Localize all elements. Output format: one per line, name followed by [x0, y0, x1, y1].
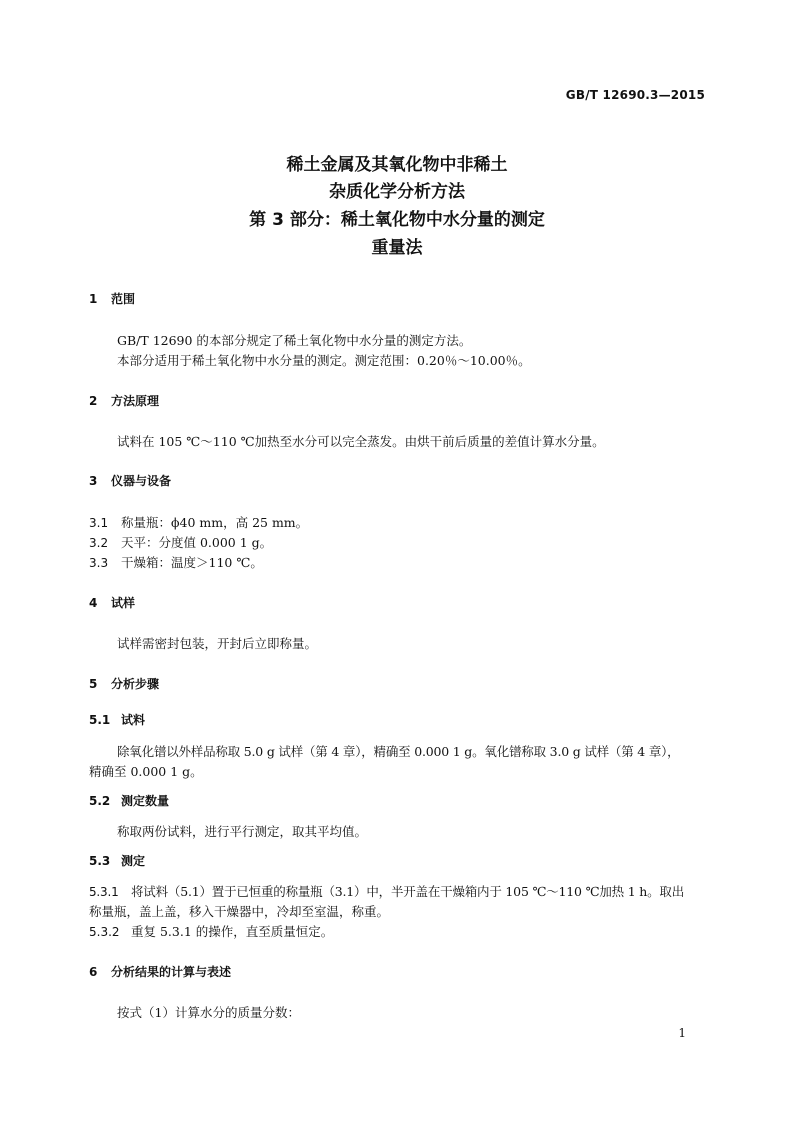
page-number: 1: [678, 1026, 686, 1040]
subsection-number: 5.2: [89, 794, 111, 808]
section-title: 分析结果的计算与表述: [111, 965, 232, 979]
subsection-number: 5.1: [89, 713, 111, 727]
item-text: 天平：分度值 0.000 1 g。: [121, 535, 273, 550]
section-5-heading: [89, 675, 159, 692]
section-title: 分析步骤: [111, 677, 160, 691]
title-line-4: 重量法: [371, 238, 423, 258]
section-4-paragraph: 试样需密封包装，开封后立即称量。: [117, 636, 318, 651]
procedure-step-5-3-1: [89, 882, 684, 900]
item-text: 干燥箱：温度＞110 ℃。: [121, 555, 263, 570]
subsection-number: 5.3: [89, 854, 111, 868]
section-1-heading: [89, 290, 135, 307]
procedure-step-5-3-2: [89, 922, 333, 940]
equipment-item: [89, 513, 308, 531]
procedure-step-5-3-1-continued: 称量瓶，盖上盖，移入干燥器中，冷却至室温，称重。: [89, 904, 390, 919]
section-number: 6: [89, 965, 98, 979]
section-1-paragraph-1: GB/T 12690 的本部分规定了稀土氧化物中水分量的测定方法。: [117, 333, 472, 348]
section-6-heading: [89, 963, 231, 980]
subsection-5-1-heading: [89, 711, 145, 728]
section-title: 仪器与设备: [111, 474, 172, 488]
section-number: 5: [89, 677, 98, 691]
standard-number: GB/T 12690.3—2015: [565, 88, 705, 102]
step-number: 5.3.2: [89, 925, 120, 939]
equipment-item: [89, 553, 263, 571]
section-2-paragraph: 试料在 105 ℃～110 ℃加热至水分可以完全蒸发。由烘干前后质量的差值计算水分量。: [117, 434, 605, 449]
item-number: 3.3: [89, 556, 109, 570]
subsection-5-1-paragraph-line-2: 精确至 0.000 1 g。: [89, 764, 203, 779]
step-text: 将试料（5.1）置于已恒重的称量瓶（3.1）中，半开盖在干燥箱内于 105 ℃～110 ℃加热 1 h。取出: [131, 884, 685, 899]
title-line-1: 稀土金属及其氧化物中非稀土: [286, 155, 508, 175]
title-line-2: 杂质化学分析方法: [329, 182, 465, 202]
equipment-item: [89, 533, 272, 551]
step-number: 5.3.1: [89, 885, 119, 899]
item-text: 称量瓶：ϕ40 mm，高 25 mm。: [121, 515, 309, 530]
subsection-5-2-heading: [89, 792, 169, 809]
section-4-heading: [89, 594, 135, 611]
section-2-heading: [89, 392, 159, 409]
section-title: 试样: [111, 596, 136, 610]
subsection-title: 试料: [121, 713, 146, 727]
section-number: 2: [89, 394, 98, 408]
section-number: 3: [89, 474, 98, 488]
section-title: 范围: [111, 292, 136, 306]
subsection-title: 测定数量: [121, 794, 170, 808]
item-number: 3.1: [89, 516, 109, 530]
section-6-paragraph: 按式（1）计算水分的质量分数：: [117, 1005, 300, 1020]
title-line-3: 第 3 部分：稀土氧化物中水分量的测定: [249, 210, 545, 230]
item-number: 3.2: [89, 536, 109, 550]
section-1-paragraph-2: 本部分适用于稀土氧化物中水分量的测定。测定范围：0.20％～10.00％。: [117, 353, 531, 368]
subsection-5-3-heading: [89, 852, 145, 869]
subsection-5-2-paragraph: 称取两份试料，进行平行测定，取其平均值。: [117, 824, 368, 839]
section-number: 4: [89, 596, 98, 610]
subsection-5-1-paragraph-line-1: 除氧化镨以外样品称取 5.0 g 试样（第 4 章），精确至 0.000 1 g。氧化镨称取 3.0 g 试样（第 4 章），: [117, 744, 680, 759]
section-3-heading: [89, 472, 171, 489]
step-text: 重复 5.3.1 的操作，直至质量恒定。: [131, 924, 334, 939]
section-number: 1: [89, 292, 98, 306]
subsection-title: 测定: [121, 854, 146, 868]
section-title: 方法原理: [111, 394, 160, 408]
